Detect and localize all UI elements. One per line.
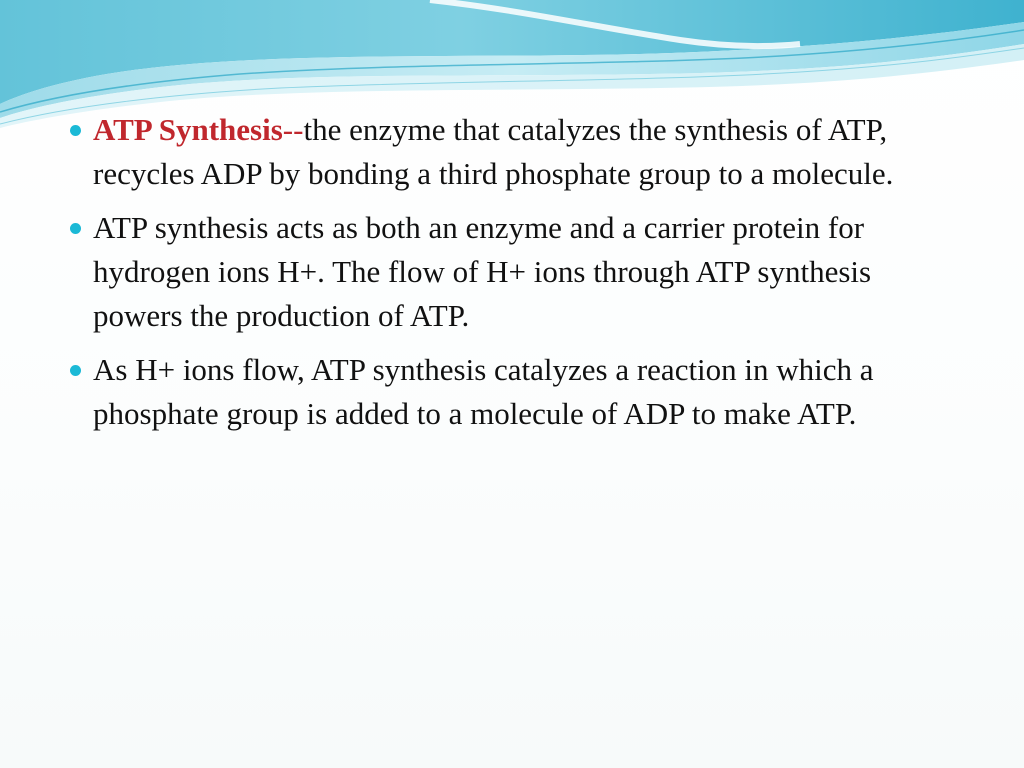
bullet-separator: -- [282,112,304,147]
bullet-lead-term: ATP Synthesis [93,112,283,147]
bullet-dot-icon [70,125,81,136]
bullet-text: the enzyme that catalyzes the synthesis of ATP, recycles ADP by bonding a third phosphate group to a molecule. [93,112,894,191]
bullet-text: ATP synthesis acts as both an enzyme and a carrier protein for hydrogen ions H+. The flow of H+ ions through ATP synthesis powers the production of ATP. [93,210,872,333]
bullet-dot-icon [70,223,81,234]
bullet-item [70,108,960,196]
bullet-text: As H+ ions flow, ATP synthesis catalyzes a reaction in which a phosphate group is added to a molecule of ADP to make ATP. [93,352,874,431]
bullet-item [70,206,960,338]
bullet-item [70,348,960,436]
bullet-list [70,108,960,446]
bullet-dot-icon [70,365,81,376]
